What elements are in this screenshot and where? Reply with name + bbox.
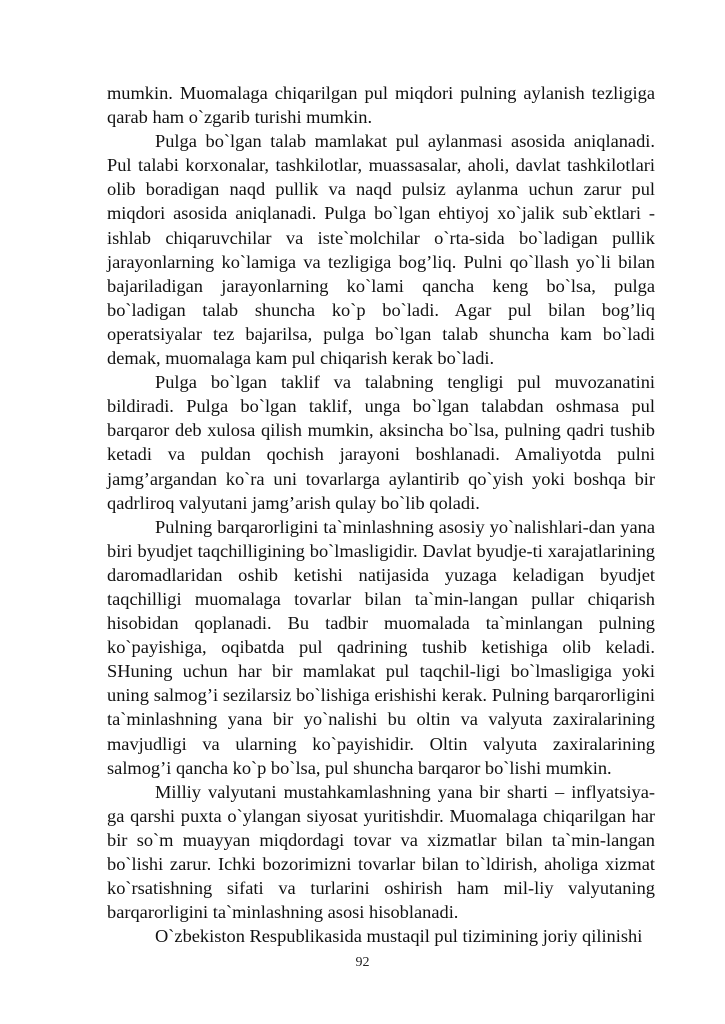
paragraph-1: mumkin. Muomalaga chiqarilgan pul miqdori pulning aylanish tezligiga qarab ham o`zgarib turishi mumkin. (107, 83, 655, 128)
paragraph-2: Pulga bo`lgan talab mamlakat pul aylanmasi asosida aniqlanadi. Pul talabi korxonalar, tashkilotlar, muassasalar, aholi, davlat tashkilotlari olib boradigan naqd pullik va naqd pulsiz aylanma uchun zarur pul miqdori asosida aniqlanadi. Pulga bo`lgan ehtiyoj xo`jalik sub`ektlari - ishlab chiqaruvchilar va iste`molchilar o`rta-sida bo`ladigan pullik jarayonlarning ko`lamiga va tezligiga bog’liq. Pulni qo`llash yo`li bilan bajariladigan jarayonlarning ko`lami qancha keng bo`lsa, pulga bo`ladigan talab shuncha ko`p bo`ladi. Agar pul bilan bog’liq operatsiyalar tez bajarilsa, pulga bo`lgan talab shuncha kam bo`ladi demak, muomalaga kam pul chiqarish kerak bo`ladi. (107, 131, 655, 369)
paragraph-4: Pulning barqarorligini ta`minlashning asosiy yo`nalishlari-dan yana biri byudjet taqchilligining bo`lmasligidir. Davlat byudje-ti xarajatlarining daromadlaridan oshib ketishi natijasida yuzaga keladigan byudjet taqchilligi muomalaga tovarlar bilan ta`min-langan pullar chiqarish hisobidan qoplanadi. Bu tadbir muomalada ta`minlangan pulning ko`payishiga, oqibatda pul qadrining tushib ketishiga olib keladi. SHuning uchun har bir mamlakat pul taqchil-ligi bo`lmasligiga yoki uning salmog’i sezilarsiz bo`lishiga erishishi kerak. Pulning barqarorligini ta`minlashning yana bir yo`nalishi bu oltin va valyuta zaxiralarining mavjudligi va ularning ko`payishidir. Oltin valyuta zaxiralarining salmog’i qancha ko`p bo`lsa, pul shuncha barqaror bo`lishi mumkin. (107, 516, 655, 778)
page-number: 92 (355, 955, 370, 970)
body-text (107, 81, 655, 948)
paragraph-3: Pulga bo`lgan taklif va talabning tengligi pul muvozanatini bildiradi. Pulga bo`lgan taklif, unga bo`lgan talabdan oshmasa pul barqaror deb xulosa qilish mumkin, aksincha bo`lsa, pulning qadri tushib ketadi va puldan qochish jarayoni boshlanadi. Amaliyotda pulni jamg’argandan ko`ra uni tovarlarga aylantirib qo`yish yoki boshqa bir qadrliroq valyutani jamg’arish qulay bo`lib qoladi. (107, 372, 655, 513)
paragraph-6: O`zbekiston Respublikasida mustaqil pul tizimining joriy qilinishi (155, 926, 643, 947)
paragraph-5: Milliy valyutani mustahkamlashning yana bir sharti – inflyatsiya-ga qarshi puxta o`ylangan siyosat yuritishdir. Muomalaga chiqarilgan har bir so`m muayyan miqdordagi tovar va xizmatlar bilan ta`min-langan bo`lishi zarur. Ichki bozorimizni tovarlar bilan to`ldirish, aholiga xizmat ko`rsatishning sifati va turlarini oshirish ham mil-liy valyutaning barqarorligini ta`minlashning asosi hisoblanadi. (107, 781, 655, 923)
